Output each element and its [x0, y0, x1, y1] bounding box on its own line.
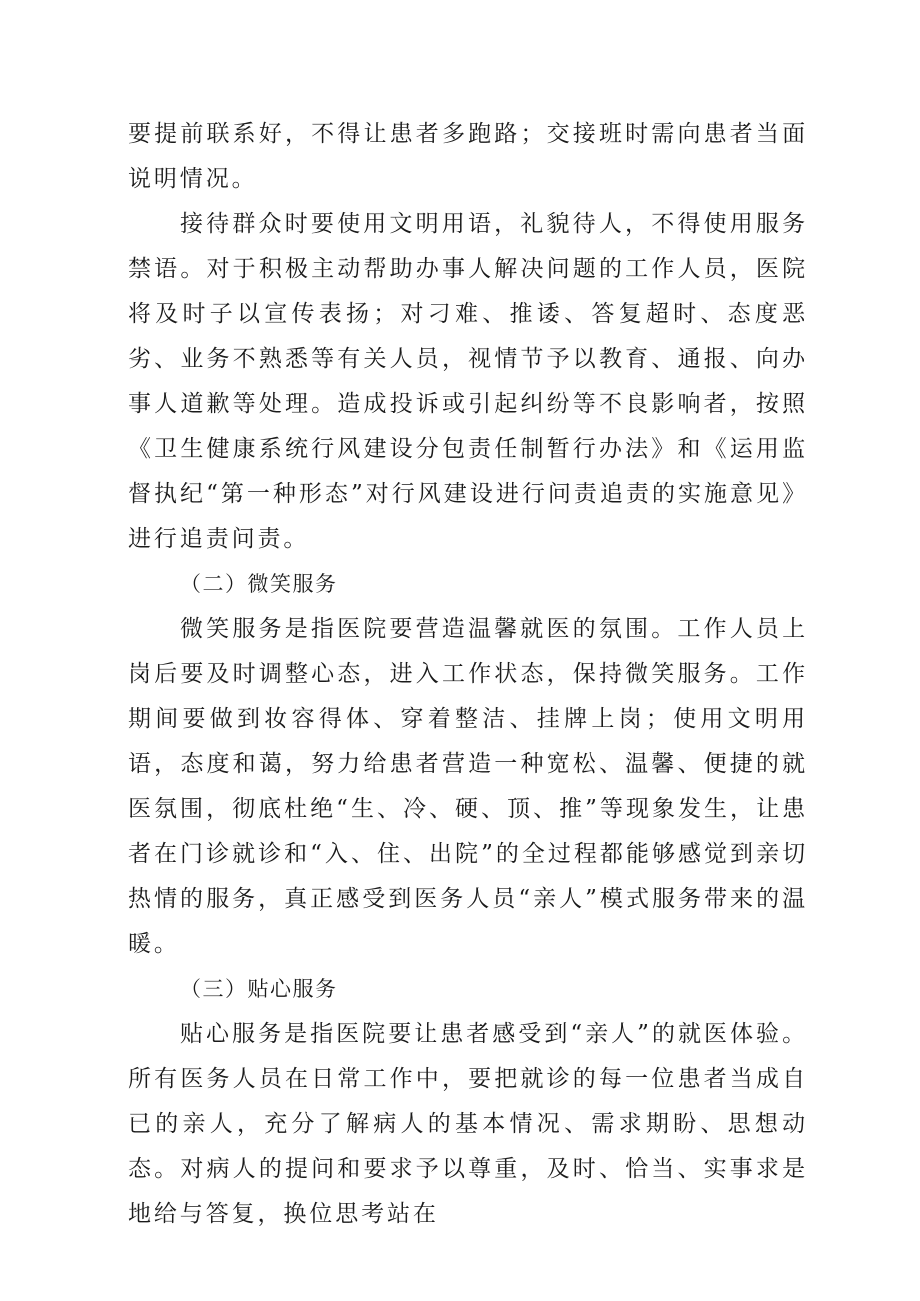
section-heading-smile-service: （二）微笑服务	[180, 572, 338, 596]
paragraph-service-etiquette: 接待群众时要使用文明用语，礼貌待人，不得使用服务禁语。对于积极主动帮助办事人解决问题的工作人员，医院将及时子以宣传表扬；对刁难、推诿、答复超时、态度恶劣、业务不熟悉等有关人员，视情节予以教育、通报、向办事人道歉等处理。造成投诉或引起纠纷等不良影响者，按照《卫生健康系统行风建设分包责任制暂行办法》和《运用监督执纪“第一种形态”对行风建设进行问责追责的实施意见》进行追责问责。	[128, 211, 808, 552]
document-body	[128, 112, 808, 1237]
paragraph-caring-service: 贴心服务是指医院要让患者感受到“亲人”的就医体验。所有医务人员在日常工作中，要把就诊的每一位患者当成自已的亲人，充分了解病人的基本情况、需求期盼、思想动态。对病人的提问和要求予以尊重，及时、恰当、实事求是地给与答复，换位思考站在	[128, 1021, 808, 1227]
section-heading-caring-service: （三）贴心服务	[180, 977, 338, 1001]
paragraph-smile-service: 微笑服务是指医院要营造温馨就医的氛围。工作人员上岗后要及时调整心态，进入工作状态，保持微笑服务。工作期间要做到妆容得体、穿着整洁、挂牌上岗；使用文明用语，态度和蔼，努力给患者营造一种宽松、温馨、便捷的就医氛围，彻底杜绝“生、冷、硬、顶、推”等现象发生，让患者在门诊就诊和“入、住、出院”的全过程都能够感觉到亲切热情的服务，真正感受到医务人员“亲人”模式服务带来的温暖。	[128, 616, 808, 957]
paragraph-continuation: 要提前联系好，不得让患者多跑路；交接班时需向患者当面说明情况。	[128, 121, 808, 192]
